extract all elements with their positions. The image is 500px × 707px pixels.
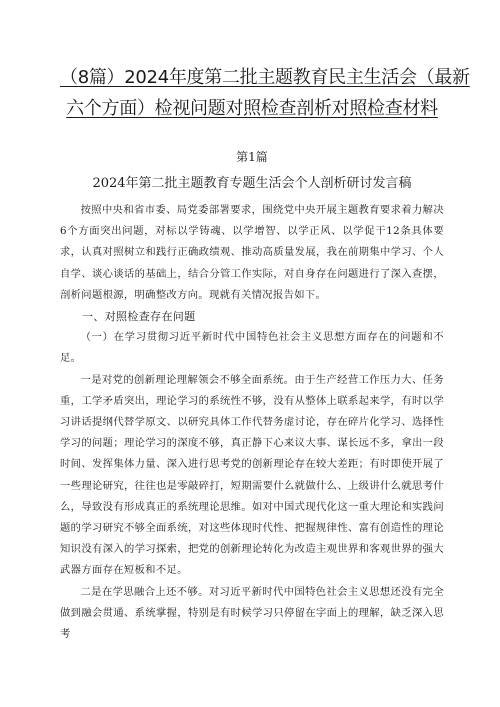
section-title: 2024年第二批主题教育专题生活会个人剖析研讨发言稿 [92, 176, 412, 191]
title-line-2: 六个方面）检视问题对照检查剖析对照检查材料 [66, 98, 438, 119]
chapter-label: 第1篇 [236, 150, 268, 164]
intro-paragraph: 按照中央和省市委、局党委部署要求，围绕党中央开展主题教育要求着力解决6个方面突出问题，对标以学铸魂、以学增智、以学正风、以学促干12条具体要求，认真对照树立和践行正确政绩观、推动高质量发展，我在前期集中学习、个人自学、谈心谈话的基础上，结合分管工作实际，对自身存在问题进行了深入查摆，剖析问题根源，明确整改方向。现就有关情况报告如下。 [60, 204, 444, 301]
title-line-1: （8篇）2024年度第二批主题教育民主生活会（最新 [60, 67, 470, 88]
subsection-heading: （一）在学习贯彻习近平新时代中国特色社会主义思想方面存在的问题和不足。 [60, 331, 444, 365]
document-body [60, 200, 444, 645]
document-title [60, 62, 470, 124]
section-heading: 一、对照检查存在问题 [82, 310, 196, 324]
body-paragraph: 二是在学思融合上还不够。对习近平新时代中国特色社会主义思想还没有完全做到融会贯通、系统掌握，特别是有时候学习只停留在字面上的理解，缺乏深入思考 [60, 585, 444, 641]
body-paragraph: 一是对党的创新理论理解领会不够全面系统。由于生产经营工作压力大、任务重，工学矛盾突出，理论学习的系统性不够，没有从整体上联系起来学，有时以学习讲话提纲代替学原文、以研究具体工作代替务虚讨论，存在碎片化学习、选择性学习的问题；理论学习的深度不够，真正静下心来议大事、谋长远不多，拿出一段时间、发挥集体力量、深入进行思考党的创新理论存在较大差距；有时即使开展了一些理论研究，往往也是零敲碎打，短期需要什么就做什么、上级讲什么就思考什么，导致没有形成真正的系统理论思维。如对中国式现代化这一重大理论和实践问题的学习研究不够全面系统，对这些体现时代性、把握规律性、富有创造性的理论知识没有深入的学习探索，把党的创新理论转化为改造主观世界和客观世界的强大武器方面存在短板和不足。 [60, 373, 444, 577]
